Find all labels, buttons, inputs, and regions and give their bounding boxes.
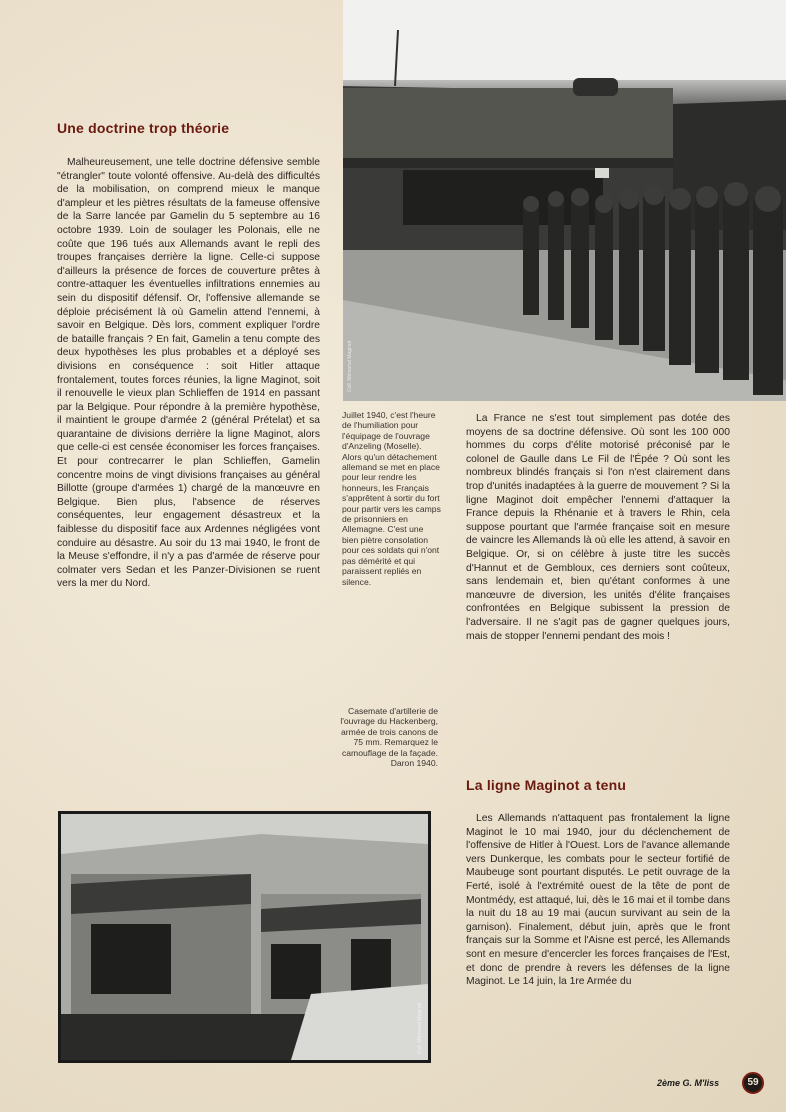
- casemate-illustration: [61, 814, 428, 1060]
- page-number: 59: [742, 1072, 764, 1094]
- right-column-text-2: [466, 812, 730, 1068]
- caption-top-photo: Juillet 1940, c'est l'heure de l'humiliation pour l'équipage de l'ouvrage d'Anzeling (Moselle). Alors qu'un détachement allemand se met en place pour leur rendre les honneurs, les Français s'apprêtent à sortir du fort pour partir vers les camps de prisonniers en Allemagne. C'est une bien piètre consolation pour ces soldats qui n'ont pas démérité et qui paraissent repliés en silence.: [342, 410, 441, 587]
- photo-maginot-fort-soldiers: [343, 0, 786, 401]
- paragraph-doctrine: Malheureusement, une telle doctrine défensive semble "étrangler" toute volonté offensive. Au-delà des difficultés de la mobilisation, on comprend mieux le manque d'ampleur et les piètres résultats de la fameuse offensive de la Sarre lancée par Gamelin du 5 septembre au 16 octobre 1939. Loin de soulager les Polonais, elle ne coûte que 196 tués aux Allemands avant le repli des troupes françaises derrière la ligne. Celle-ci suppose d'ailleurs la présence de forces de couverture prêtes à contre-attaquer les éventuelles infiltrations ennemies au sein du dispositif défensif. Or, l'offensive allemande se déploie précisément là où Gamelin attend l'ennemi, à savoir en Belgique. Dès lors, comment expliquer l'ordre de bataille français ? En fait, Gamelin a tenu compte des deux hypothèses les plus probables et a déployé ses divisions en conséquence : soit Hitler attaque frontalement, toutes forces réunies, la ligne Maginot, soit il renouvelle le vieux plan Schlieffen de 1914 en passant par la Belgique. Pour répondre à la première hypothèse, il maintient le groupe d'armée 2 (général Prételat) et sa quarantaine de divisions derrière la ligne Maginot, alors que celle-ci est censée économiser les forces françaises. Et pour contrecarrer le plan Schlieffen, Gamelin concentre moins de vingt divisions françaises au général Billotte (groupe d'armées 1) chargé de la manœuvre en Belgique. Bien plus, l'absence de réserves conséquentes, leur engagement désastreux et la faiblesse du dispositif face aux Ardennes négligées vont conduire au désastre. Au soir du 13 mai 1940, le front de la Meuse s'effondre, il n'y a pas d'armée de réserve pour colmater vers Sedan et les Panzer-Divisionen se ruent vers la mer du Nord.: [57, 157, 320, 590]
- photo-illustration: [343, 0, 786, 401]
- heading-maginot-held: La ligne Maginot a tenu: [466, 777, 627, 793]
- heading-doctrine: Une doctrine trop théorie: [57, 120, 230, 136]
- photo-credit-bottom: Coll. Mémorial Maginot: [417, 1002, 423, 1054]
- photo-casemate: [58, 811, 431, 1063]
- caption-bottom-photo: Casemate d'artillerie de l'ouvrage du Hackenberg, armée de trois canons de 75 mm. Remarquez le camouflage de la façade. Daron 1940.: [340, 706, 438, 769]
- left-column-text: [57, 156, 320, 591]
- paragraph-france-means: La France ne s'est tout simplement pas dotée des moyens de sa doctrine défensive. Où sont les 100 000 hommes du corps d'élite motorisé préconisé par le colonel de Gaulle dans Le Fil de l'Épée ? Où sont les nombreux blindés français si l'on n'est clairement dans trop d'unités inadaptées à la guerre de mouvement ? Si la ligne Maginot doit empêcher l'ennemi d'attaquer la France depuis la Rhénanie et à travers le Rhin, cela suppose pourtant que l'armée française soit en mesure de vaincre les Allemands là où elle les attend, à savoir en Belgique. Or, si on célèbre à juste titre les succès d'Hannut et de Gembloux, ces derniers sont coûteux, sans lendemain et, bien qu'étant conformes à une manœuvre de diversion, les unités d'élite françaises confrontées en Belgique subissent la pression de l'adversaire. Il ne s'agit pas de gagner quelques jours, mais de stopper l'ennemi pendant des mois !: [466, 413, 730, 642]
- magazine-logo: 2ème G. M'liss: [657, 1078, 720, 1088]
- paragraph-maginot-held: Les Allemands n'attaquent pas frontalement la ligne Maginot le 10 mai 1940, jour du déclenchement de l'offensive de Hitler à l'Ouest. Lors de l'avance allemande vers Dunkerque, les combats pour le secteur fortifié de Maubeuge sont pourtant disputés. Le petit ouvrage de la Ferté, isolé à l'extrémité ouest de la tête de pont de Montmédy, est attaqué, lui, dès le 16 mai et il tombe dans la nuit du 18 au 19 mai (aucun survivant au sein de la garnison). Finalement, début juin, après que le front français sur la Somme et l'Aisne est percé, les Allemands sont en mesure d'encercler les forces françaises de l'Est, et donc de prendre à revers les défenses de la ligne Maginot. Le 14 juin, la 1re Armée du: [466, 813, 730, 988]
- photo-credit-top: Coll. Mémorial Maginot: [347, 340, 353, 392]
- right-column-text-1: [466, 412, 730, 643]
